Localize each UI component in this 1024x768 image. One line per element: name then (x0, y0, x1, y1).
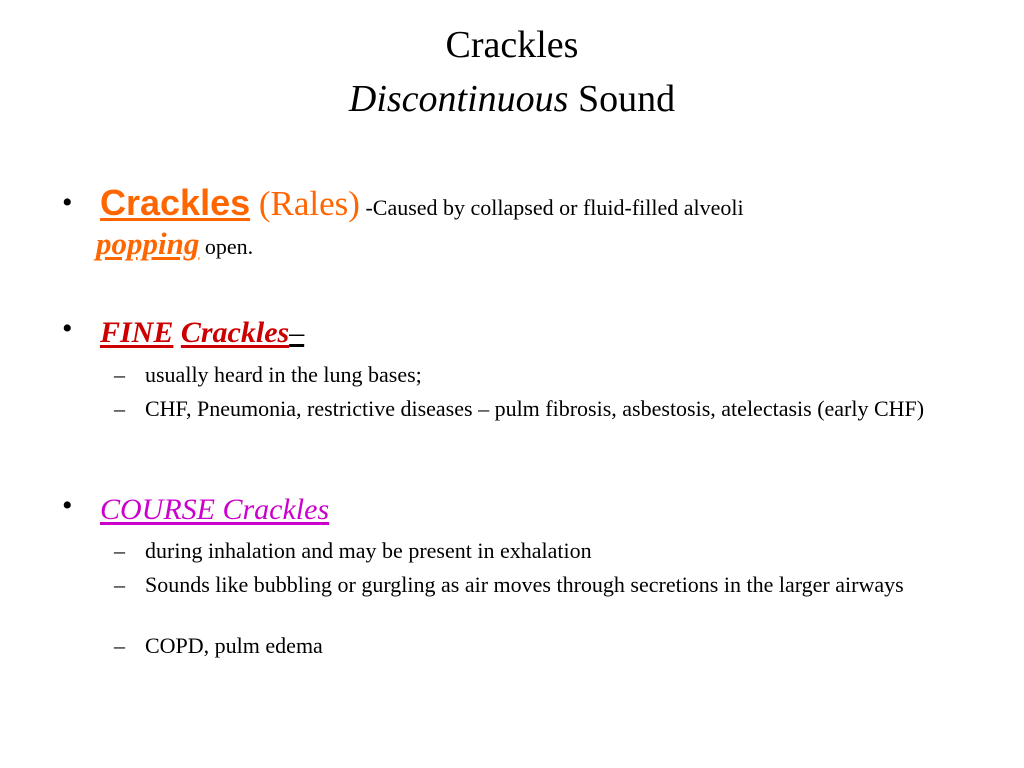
slide-title (0, 18, 1024, 126)
sub-dash: – (114, 633, 125, 658)
course-crackles-heading: COURSE Crackles (100, 493, 330, 526)
sub-dash: – (114, 572, 125, 597)
bullet-1-line-2 (96, 224, 253, 270)
bullet-fine-crackles (62, 308, 962, 368)
sub-text: during inhalation and may be present in exhalation (145, 538, 592, 563)
sub-text: Sounds like bubbling or gurgling as air moves through secretions in the larger airways (145, 572, 904, 597)
sub-dash: – (114, 362, 125, 387)
bullet-crackles-rales (62, 178, 962, 273)
caused-text: -Caused by collapsed or fluid-filled alveoli (359, 195, 744, 220)
bullet-marker: • (62, 312, 73, 345)
title-discontinuous: Discontinuous (348, 78, 569, 120)
fine-dash: – (289, 316, 305, 349)
sub-text: COPD, pulm edema (145, 633, 323, 658)
crackles-term: Crackles (100, 182, 251, 223)
fine-crackles-heading (100, 308, 970, 358)
popping-term: popping (96, 226, 200, 261)
title-line-1: Crackles (445, 24, 579, 66)
fine-crackles-term: Crackles (180, 316, 290, 349)
title-line-2 (0, 72, 1024, 126)
sub-text: CHF, Pneumonia, restrictive diseases – pulm fibrosis, asbestosis, atelectasis (early CHF) (145, 396, 925, 421)
bullet-marker: • (62, 489, 73, 522)
title-sound: Sound (568, 78, 676, 120)
bullet-marker: • (62, 186, 73, 219)
rales-term: (Rales) (250, 184, 360, 223)
open-text: open. (199, 234, 254, 259)
sub-dash: – (114, 396, 125, 421)
bullet-course-crackles (62, 485, 962, 535)
sub-dash: – (114, 538, 125, 563)
fine-term: FINE (100, 316, 174, 349)
sub-text: usually heard in the lung bases; (145, 362, 422, 387)
